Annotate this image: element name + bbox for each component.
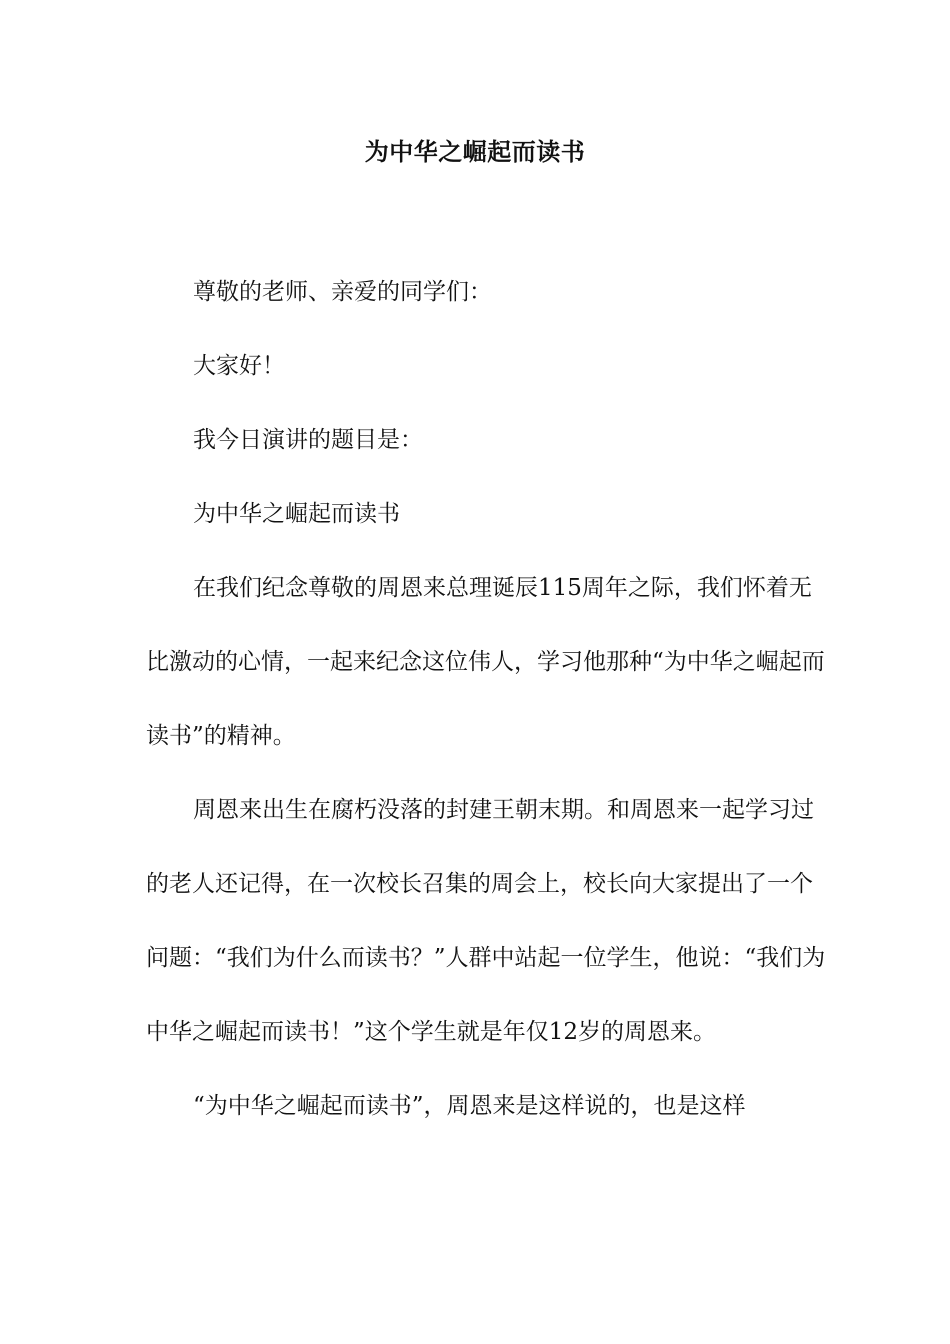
paragraph-salutation: 尊敬的老师、亲爱的同学们： <box>193 279 492 305</box>
document-title: 为中华之崛起而读书 <box>364 138 586 166</box>
paragraph-topic: 为中华之崛起而读书 <box>193 501 400 527</box>
paragraph-topic-intro: 我今日演讲的题目是： <box>193 427 423 453</box>
document-body <box>146 255 826 1143</box>
paragraph-commemoration: 在我们纪念尊敬的周恩来总理诞辰115周年之际，我们怀着无比激动的心情，一起来纪念这位伟人，学习他那种“为中华之崛起而读书”的精神。 <box>146 575 825 749</box>
paragraph-greeting: 大家好！ <box>193 353 285 379</box>
paragraph-story: 周恩来出生在腐朽没落的封建王朝末期。和周恩来一起学习过的老人还记得，在一次校长召集的周会上，校长向大家提出了一个问题：“我们为什么而读书？”人群中站起一位学生，他说：“我们为中华之崛起而读书！”这个学生就是年仅12岁的周恩来。 <box>146 797 826 1045</box>
paragraph-continuation: “为中华之崛起而读书”，周恩来是这样说的，也是这样 <box>193 1093 746 1119</box>
